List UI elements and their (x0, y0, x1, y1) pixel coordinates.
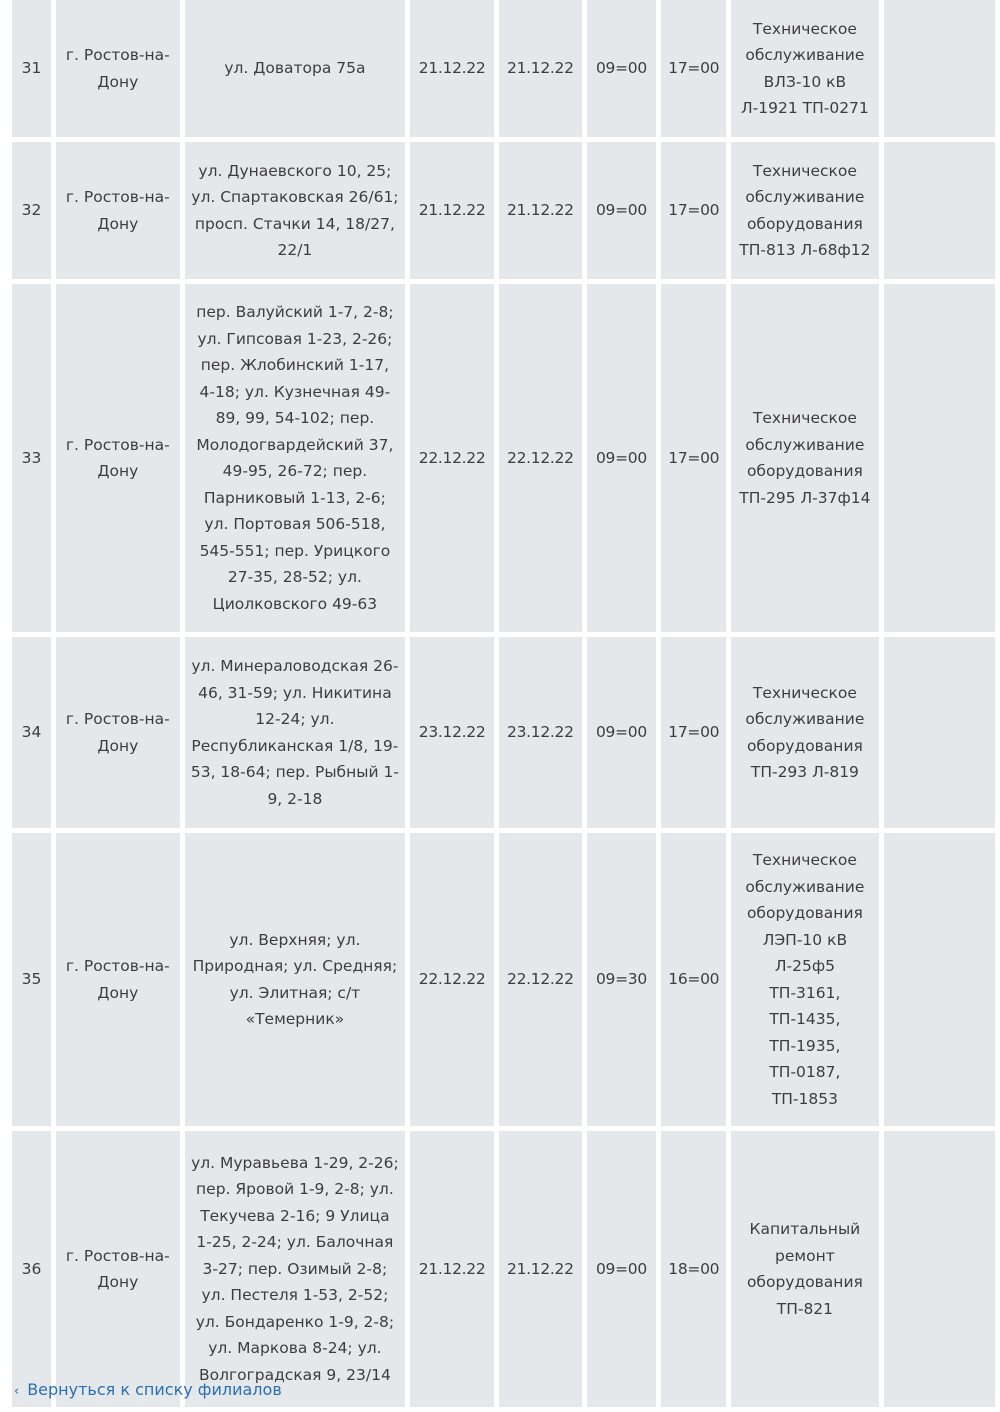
cell-address: ул. Доватора 75а (185, 0, 405, 137)
cell-notes (884, 637, 995, 828)
chevron-left-icon: ‹ (14, 1384, 20, 1399)
cell-time-end: 17=00 (661, 284, 726, 632)
table-row (12, 0, 995, 137)
cell-notes (884, 1131, 995, 1407)
cell-date-start: 21.12.22 (410, 1131, 494, 1407)
cell-work-description: Капитальный ремонт оборудования ТП-821 (731, 1131, 879, 1407)
cell-number: 32 (12, 142, 51, 279)
cell-date-start: 22.12.22 (410, 284, 494, 632)
back-to-branches-link[interactable] (14, 1380, 282, 1399)
table-row (12, 1131, 995, 1407)
cell-date-end: 21.12.22 (499, 142, 581, 279)
cell-number: 35 (12, 833, 51, 1126)
cell-work-description: Техническое обслуживание оборудования ТП-813 Л-68ф12 (731, 142, 879, 279)
cell-date-end: 22.12.22 (499, 284, 581, 632)
back-to-branches-label: Вернуться к списку филиалов (27, 1380, 282, 1399)
cell-time-end: 17=00 (661, 0, 726, 137)
cell-work-description: Техническое обслуживание оборудования ТП-295 Л-37ф14 (731, 284, 879, 632)
cell-date-end: 21.12.22 (499, 1131, 581, 1407)
cell-number: 33 (12, 284, 51, 632)
table-row (12, 637, 995, 828)
cell-city: г. Ростов-на-Дону (56, 284, 180, 632)
cell-city: г. Ростов-на-Дону (56, 833, 180, 1126)
cell-date-end: 21.12.22 (499, 0, 581, 137)
cell-city: г. Ростов-на-Дону (56, 637, 180, 828)
cell-number: 36 (12, 1131, 51, 1407)
cell-address: пер. Валуйский 1-7, 2-8; ул. Гипсовая 1-23, 2-26; пер. Жлобинский 1-17, 4-18; ул. Кузнечная 49-89, 99, 54-102; пер. Молодогвардейский 37, 49-95, 26-72; пер. Парниковый 1-13, 2-6; ул. Портовая 506-518, 545-551; пер. Урицкого 27-35, 28-52; ул. Циолковского 49-63 (185, 284, 405, 632)
cell-work-description: Техническое обслуживание оборудования ЛЭП-10 кВ Л-25ф5 ТП-3161, ТП-1435, ТП-1935, ТП-0187, ТП-1853 (731, 833, 879, 1126)
cell-time-end: 16=00 (661, 833, 726, 1126)
cell-city: г. Ростов-на-Дону (56, 142, 180, 279)
cell-time-end: 17=00 (661, 142, 726, 279)
cell-time-end: 18=00 (661, 1131, 726, 1407)
cell-address: ул. Минераловодская 26-46, 31-59; ул. Никитина 12-24; ул. Республиканская 1/8, 19-53, 18-64; пер. Рыбный 1-9, 2-18 (185, 637, 405, 828)
cell-time-end: 17=00 (661, 637, 726, 828)
cell-notes (884, 284, 995, 632)
table-row (12, 142, 995, 279)
cell-address: ул. Верхняя; ул. Природная; ул. Средняя; ул. Элитная; с/т «Темерник» (185, 833, 405, 1126)
cell-date-end: 22.12.22 (499, 833, 581, 1126)
cell-address: ул. Дунаевского 10, 25; ул. Спартаковская 26/61; просп. Стачки 14, 18/27, 22/1 (185, 142, 405, 279)
outage-schedule-table (7, 0, 1000, 1412)
cell-time-start: 09=00 (587, 637, 657, 828)
cell-time-start: 09=00 (587, 0, 657, 137)
cell-time-start: 09=00 (587, 1131, 657, 1407)
cell-date-start: 21.12.22 (410, 142, 494, 279)
cell-work-description: Техническое обслуживание ВЛЗ-10 кВ Л-1921 ТП-0271 (731, 0, 879, 137)
cell-date-start: 23.12.22 (410, 637, 494, 828)
cell-number: 31 (12, 0, 51, 137)
table-row (12, 284, 995, 632)
cell-notes (884, 0, 995, 137)
cell-time-start: 09=30 (587, 833, 657, 1126)
cell-date-end: 23.12.22 (499, 637, 581, 828)
cell-date-start: 22.12.22 (410, 833, 494, 1126)
cell-notes (884, 142, 995, 279)
cell-address: ул. Муравьева 1-29, 2-26; пер. Яровой 1-9, 2-8; ул. Текучева 2-16; 9 Улица 1-25, 2-24; ул. Балочная 3-27; пер. Озимый 2-8; ул. Пестеля 1-53, 2-52; ул. Бондаренко 1-9, 2-8; ул. Маркова 8-24; ул. Волгоградская 9, 23/14 (185, 1131, 405, 1407)
table-row (12, 833, 995, 1126)
cell-number: 34 (12, 637, 51, 828)
cell-time-start: 09=00 (587, 284, 657, 632)
cell-city: г. Ростов-на-Дону (56, 0, 180, 137)
cell-time-start: 09=00 (587, 142, 657, 279)
cell-notes (884, 833, 995, 1126)
cell-work-description: Техническое обслуживание оборудования ТП-293 Л-819 (731, 637, 879, 828)
cell-date-start: 21.12.22 (410, 0, 494, 137)
cell-city: г. Ростов-на-Дону (56, 1131, 180, 1407)
